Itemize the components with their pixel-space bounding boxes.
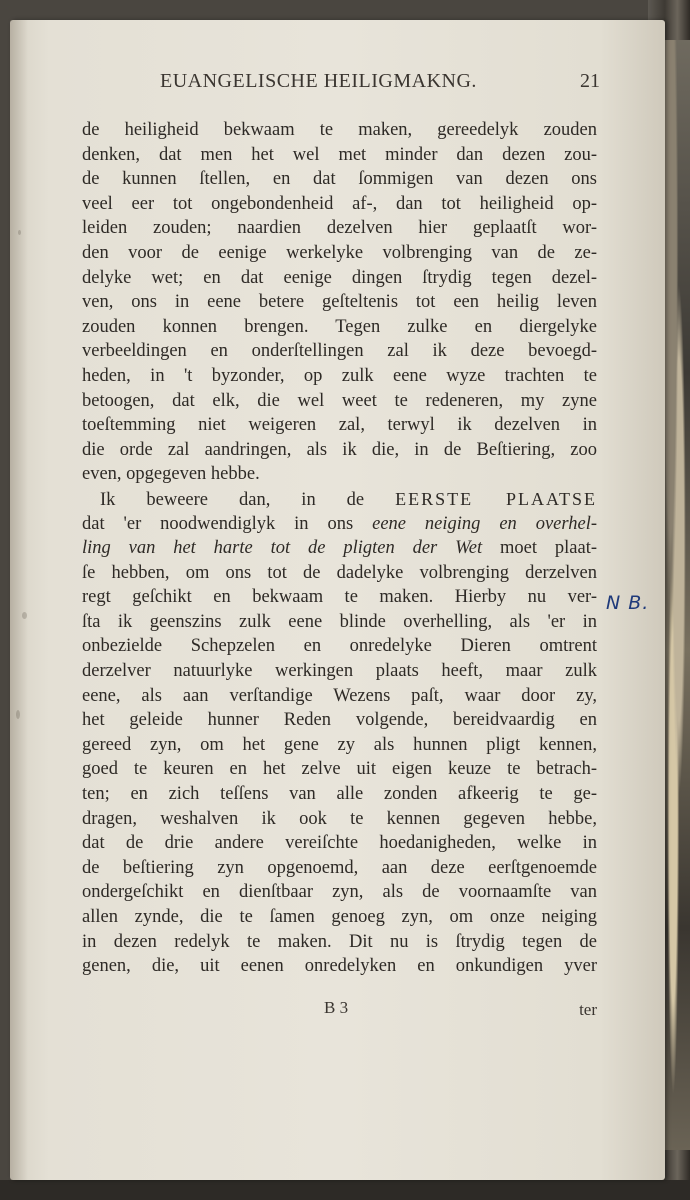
text-line (82, 216, 597, 241)
text-run: onbezielde Schepzelen en onredelyke Dieren omtrent (82, 636, 597, 657)
text-line (82, 118, 597, 143)
text-run: betoogen, dat elk, die wel weet te redeneren, my zyne (82, 390, 597, 411)
body-text (82, 118, 597, 979)
text-run: de beſtiering zyn opgenoemd, aan deze eerſtgenoemde (82, 857, 597, 878)
text-line (82, 192, 597, 217)
text-run: het geleide hunner Reden volgende, bereidvaardig en (82, 710, 597, 731)
text-line (82, 610, 597, 635)
text-run: ven, ons in eene betere geſteltenis tot een heilig leven (82, 292, 597, 313)
text-run: goed te keuren en het zelve uit eigen keuze te betrach- (82, 759, 597, 780)
text-run: zouden konnen brengen. Tegen zulke en diergelyke (82, 316, 597, 337)
page-header (160, 70, 600, 100)
page-number: 21 (580, 70, 600, 92)
handwritten-margin-note: N B. (606, 592, 650, 614)
text-run: even, opgegeven hebbe. (82, 464, 260, 485)
text-line (82, 684, 597, 709)
text-run: dragen, weshalven ik ook te kennen gegeven hebbe, (82, 808, 597, 829)
text-run: ſta ik geenszins zulk eene blinde overhelling, als 'er in (82, 611, 597, 632)
text-line (82, 512, 597, 537)
text-run: in dezen redelyk te maken. Dit nu is ſtrydig tegen de (82, 931, 597, 952)
text-run: die orde zal aandringen, als ik die, in de Beſtiering, zoo (82, 439, 597, 460)
text-run: delyke wet; en dat eenige dingen ſtrydig tegen dezel- (82, 267, 597, 288)
text-run: gereed zyn, om het gene zy als hunnen pligt kennen, (82, 734, 597, 755)
text-run: verbeeldingen en onderſtellingen zal ik deze bevoegd- (82, 341, 597, 362)
text-run: dat 'er noodwendiglyk in ons (82, 513, 373, 534)
text-line (82, 708, 597, 733)
text-line (82, 757, 597, 782)
italic-phrase: ling van het harte tot de pligten der Wet (82, 538, 483, 559)
text-run: moet plaat- (482, 538, 597, 559)
text-line (82, 733, 597, 758)
text-line (82, 782, 597, 807)
background-strip (0, 1180, 690, 1200)
text-run: dat de drie andere vereiſchte hoedanigheden, welke in (82, 833, 597, 854)
text-line (82, 315, 597, 340)
text-line (82, 856, 597, 881)
text-line (82, 389, 597, 414)
text-run: de kunnen ſtellen, en dat ſommigen van dezen ons (82, 169, 597, 190)
paper-speck (16, 710, 20, 719)
text-line (82, 290, 597, 315)
text-run: ſe hebben, om ons tot de dadelyke volbrenging derzelven (82, 562, 597, 583)
text-line (82, 167, 597, 192)
catchword: ter (579, 1000, 597, 1019)
text-line (82, 413, 597, 438)
text-run: genen, die, uit eenen onredelyken en onkundigen yver (82, 956, 597, 977)
text-run: den voor de eenige werkelyke volbrenging van de ze- (82, 242, 597, 263)
text-line (82, 438, 597, 463)
text-line (82, 143, 597, 168)
text-run: heden, in 't byzonder, op zulk eene wyze trachten te (82, 365, 597, 386)
text-run: Ik beweere dan, in de (100, 489, 396, 510)
text-run: eene, als aan verſtandige Wezens paſt, waar door zy, (82, 685, 597, 706)
text-run: derzelver natuurlyke werkingen plaats heeft, maar zulk (82, 661, 597, 682)
paper-speck (18, 230, 21, 235)
text-line (82, 954, 597, 979)
text-line (82, 536, 597, 561)
text-line (82, 462, 597, 487)
gutter-shadow (10, 20, 28, 1180)
text-line (82, 905, 597, 930)
text-line (82, 487, 597, 512)
text-line (82, 364, 597, 389)
text-line (82, 659, 597, 684)
text-line (82, 807, 597, 832)
text-run: leiden zouden; naardien dezelven hier geplaatſt wor- (82, 218, 597, 239)
marbled-endpaper (662, 40, 690, 1150)
signature-mark: B 3 (324, 998, 349, 1017)
text-line (82, 634, 597, 659)
page-footer (82, 998, 597, 1022)
text-run: toeſtemming niet weigeren zal, terwyl ik dezelven in (82, 415, 597, 436)
text-line (82, 880, 597, 905)
italic-phrase: eene neiging en overhel- (372, 513, 597, 534)
text-run: ondergeſchikt en dienſtbaar zyn, als de voornaamſte van (82, 882, 597, 903)
text-run: allen zynde, die te ſamen genoeg zyn, om onze neiging (82, 907, 597, 927)
text-run: veel eer tot ongebondenheid af-, dan tot heiligheid op- (82, 193, 597, 214)
text-line (82, 930, 597, 955)
text-line (82, 339, 597, 364)
small-caps-phrase: EERSTE PLAATSE (395, 488, 597, 509)
text-line (82, 585, 597, 610)
text-run: ten; en zich teſſens van alle zonden afkeerig te ge- (82, 784, 597, 805)
text-line (82, 241, 597, 266)
text-line (82, 831, 597, 856)
paper-speck (22, 612, 27, 619)
text-line (82, 561, 597, 586)
text-line (82, 266, 597, 291)
running-head: EUANGELISCHE HEILIGMAKNG. (160, 70, 477, 92)
text-run: de heiligheid bekwaam te maken, gereedelyk zouden (82, 120, 597, 140)
text-run: regt geſchikt en bekwaam te maken. Hierby nu ver- (82, 587, 597, 608)
text-run: denken, dat men het wel met minder dan dezen zou- (82, 144, 597, 165)
